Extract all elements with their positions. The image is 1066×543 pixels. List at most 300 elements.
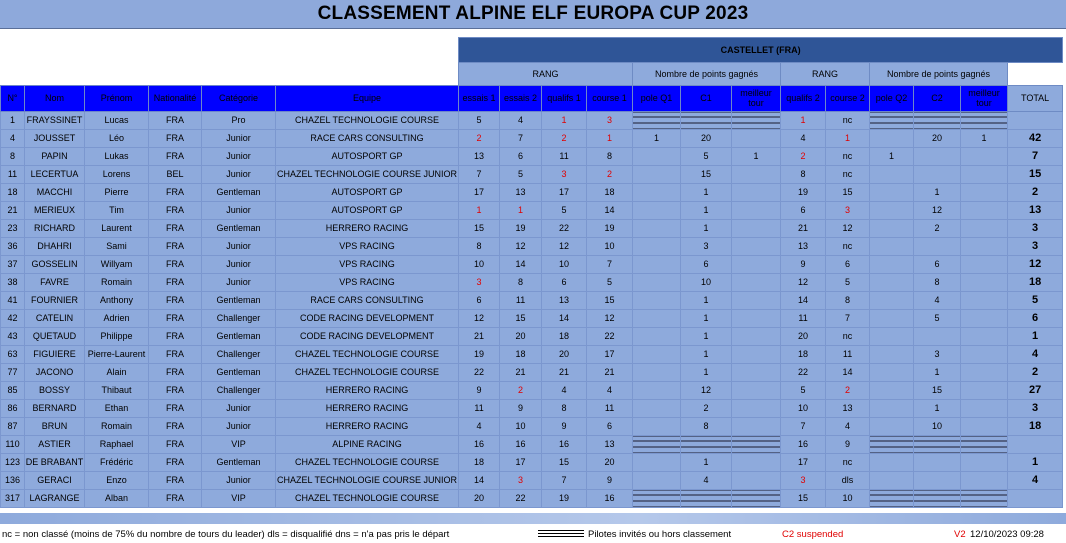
cell-meilleur-tour-2 bbox=[961, 418, 1008, 436]
cell-equipe: HERRERO RACING bbox=[276, 220, 459, 238]
cell-nationalite: FRA bbox=[149, 400, 202, 418]
cell-num: 18 bbox=[1, 184, 25, 202]
cell-meilleur-tour-1 bbox=[732, 418, 781, 436]
table-row bbox=[1, 148, 1063, 166]
cell-pole-q2 bbox=[870, 166, 914, 184]
col-header-meilleur-tour-1: meilleur tour bbox=[732, 86, 781, 112]
cell-pole-q1 bbox=[633, 454, 681, 472]
cell-qualifs-2: 6 bbox=[781, 202, 826, 220]
cell-prenom: Romain bbox=[85, 274, 149, 292]
col-header-pole-q1: pole Q1 bbox=[633, 86, 681, 112]
table-row bbox=[1, 382, 1063, 400]
cell-total: 2 bbox=[1008, 364, 1063, 382]
cell-num: 42 bbox=[1, 310, 25, 328]
circuit-header: CASTELLET (FRA) bbox=[459, 38, 1063, 63]
cell-essais-1: 8 bbox=[459, 238, 500, 256]
cell-c1: 6 bbox=[681, 256, 732, 274]
legend-abbreviations: nc = non classé (moins de 75% du nombre de tours du leader) dls = disqualifié dns = n'a pas pris le départ bbox=[2, 529, 450, 540]
cell-meilleur-tour-1 bbox=[732, 310, 781, 328]
cell-num: 110 bbox=[1, 436, 25, 454]
cell-meilleur-tour-2 bbox=[961, 328, 1008, 346]
cell-essais-2: 15 bbox=[500, 310, 542, 328]
cell-c2: 3 bbox=[914, 346, 961, 364]
cell-c2 bbox=[914, 328, 961, 346]
cell-prenom: Raphael bbox=[85, 436, 149, 454]
cell-nom: JOUSSET bbox=[25, 130, 85, 148]
cell-categorie: Junior bbox=[202, 238, 276, 256]
cell-prenom: Philippe bbox=[85, 328, 149, 346]
cell-c1: 4 bbox=[681, 472, 732, 490]
cell-essais-2: 4 bbox=[500, 112, 542, 130]
cell-course-2: 13 bbox=[826, 400, 870, 418]
cell-meilleur-tour-1 bbox=[732, 112, 781, 130]
cell-meilleur-tour-2 bbox=[961, 148, 1008, 166]
cell-total: 12 bbox=[1008, 256, 1063, 274]
cell-course-1: 21 bbox=[587, 364, 633, 382]
cell-equipe: HERRERO RACING bbox=[276, 418, 459, 436]
group-rang-1: RANG bbox=[459, 63, 633, 86]
cell-meilleur-tour-1 bbox=[732, 130, 781, 148]
cell-equipe: VPS RACING bbox=[276, 274, 459, 292]
cell-categorie: Challenger bbox=[202, 310, 276, 328]
cell-c2 bbox=[914, 490, 961, 508]
cell-course-1: 5 bbox=[587, 274, 633, 292]
cell-prenom: Adrien bbox=[85, 310, 149, 328]
legend-hatch: Pilotes invités ou hors classement bbox=[588, 529, 732, 540]
cell-c1: 1 bbox=[681, 328, 732, 346]
cell-nationalite: FRA bbox=[149, 184, 202, 202]
cell-course-2: 11 bbox=[826, 346, 870, 364]
cell-pole-q2 bbox=[870, 184, 914, 202]
cell-total: 6 bbox=[1008, 310, 1063, 328]
cell-total: 4 bbox=[1008, 472, 1063, 490]
cell-essais-1: 11 bbox=[459, 400, 500, 418]
cell-essais-1: 1 bbox=[459, 202, 500, 220]
table-row bbox=[1, 454, 1063, 472]
cell-pole-q2: 1 bbox=[870, 148, 914, 166]
cell-qualifs-2: 13 bbox=[781, 238, 826, 256]
table-row bbox=[1, 220, 1063, 238]
table-row bbox=[1, 418, 1063, 436]
cell-pole-q1 bbox=[633, 166, 681, 184]
cell-equipe: ALPINE RACING bbox=[276, 436, 459, 454]
cell-pole-q2 bbox=[870, 490, 914, 508]
cell-meilleur-tour-1 bbox=[732, 400, 781, 418]
col-header-essais-1: essais 1 bbox=[459, 86, 500, 112]
cell-pole-q2 bbox=[870, 382, 914, 400]
cell-prenom: Tim bbox=[85, 202, 149, 220]
title-bar bbox=[0, 0, 1066, 29]
cell-total: 3 bbox=[1008, 400, 1063, 418]
cell-course-2: 10 bbox=[826, 490, 870, 508]
cell-nom: BRUN bbox=[25, 418, 85, 436]
cell-nationalite: FRA bbox=[149, 148, 202, 166]
blank-mid-left bbox=[1, 63, 459, 86]
col-header-c2: C2 bbox=[914, 86, 961, 112]
cell-prenom: Pierre bbox=[85, 184, 149, 202]
cell-course-2: 8 bbox=[826, 292, 870, 310]
cell-num: 37 bbox=[1, 256, 25, 274]
cell-prenom: Romain bbox=[85, 418, 149, 436]
cell-prenom: Thibaut bbox=[85, 382, 149, 400]
cell-essais-2: 18 bbox=[500, 346, 542, 364]
cell-qualifs-2: 5 bbox=[781, 382, 826, 400]
cell-nom: DHAHRI bbox=[25, 238, 85, 256]
cell-course-2: 4 bbox=[826, 418, 870, 436]
cell-prenom: Enzo bbox=[85, 472, 149, 490]
cell-nationalite: FRA bbox=[149, 292, 202, 310]
cell-prenom: Frédéric bbox=[85, 454, 149, 472]
cell-nom: RICHARD bbox=[25, 220, 85, 238]
cell-c1: 1 bbox=[681, 364, 732, 382]
cell-nom: BERNARD bbox=[25, 400, 85, 418]
cell-nom: FRAYSSINET bbox=[25, 112, 85, 130]
cell-qualifs-1: 17 bbox=[542, 184, 587, 202]
cell-num: 38 bbox=[1, 274, 25, 292]
cell-prenom: Lukas bbox=[85, 148, 149, 166]
cell-essais-1: 19 bbox=[459, 346, 500, 364]
cell-equipe: HERRERO RACING bbox=[276, 400, 459, 418]
col-header-nationalite: Nationalité bbox=[149, 86, 202, 112]
cell-meilleur-tour-1 bbox=[732, 220, 781, 238]
cell-nationalite: FRA bbox=[149, 418, 202, 436]
cell-qualifs-1: 12 bbox=[542, 238, 587, 256]
table-row bbox=[1, 490, 1063, 508]
cell-qualifs-2: 16 bbox=[781, 436, 826, 454]
col-header-nom: Nom bbox=[25, 86, 85, 112]
cell-meilleur-tour-1 bbox=[732, 274, 781, 292]
table-row bbox=[1, 238, 1063, 256]
cell-meilleur-tour-1 bbox=[732, 328, 781, 346]
cell-prenom: Léo bbox=[85, 130, 149, 148]
cell-c2: 20 bbox=[914, 130, 961, 148]
cell-categorie: Gentleman bbox=[202, 292, 276, 310]
cell-num: 77 bbox=[1, 364, 25, 382]
cell-qualifs-1: 3 bbox=[542, 166, 587, 184]
cell-essais-2: 11 bbox=[500, 292, 542, 310]
table-row bbox=[1, 112, 1063, 130]
cell-qualifs-2: 4 bbox=[781, 130, 826, 148]
cell-qualifs-2: 12 bbox=[781, 274, 826, 292]
cell-pole-q1 bbox=[633, 238, 681, 256]
cell-nationalite: FRA bbox=[149, 220, 202, 238]
cell-c1: 1 bbox=[681, 454, 732, 472]
cell-qualifs-2: 9 bbox=[781, 256, 826, 274]
col-header-num: N° bbox=[1, 86, 25, 112]
cell-pole-q1 bbox=[633, 400, 681, 418]
cell-course-1: 2 bbox=[587, 166, 633, 184]
cell-total: 15 bbox=[1008, 166, 1063, 184]
cell-num: 1 bbox=[1, 112, 25, 130]
cell-pole-q1 bbox=[633, 256, 681, 274]
cell-prenom: Laurent bbox=[85, 220, 149, 238]
cell-qualifs-2: 15 bbox=[781, 490, 826, 508]
cell-essais-1: 22 bbox=[459, 364, 500, 382]
cell-prenom: Pierre-Laurent bbox=[85, 346, 149, 364]
cell-nationalite: FRA bbox=[149, 238, 202, 256]
cell-course-1: 17 bbox=[587, 346, 633, 364]
col-header-categorie: Catégorie bbox=[202, 86, 276, 112]
cell-essais-1: 13 bbox=[459, 148, 500, 166]
cell-essais-2: 12 bbox=[500, 238, 542, 256]
cell-pole-q1 bbox=[633, 184, 681, 202]
cell-nationalite: FRA bbox=[149, 256, 202, 274]
col-header-course-1: course 1 bbox=[587, 86, 633, 112]
cell-categorie: Pro bbox=[202, 112, 276, 130]
cell-pole-q2 bbox=[870, 418, 914, 436]
blank-mid-right bbox=[1008, 63, 1063, 86]
cell-course-1: 18 bbox=[587, 184, 633, 202]
cell-qualifs-1: 7 bbox=[542, 472, 587, 490]
cell-essais-2: 1 bbox=[500, 202, 542, 220]
col-header-meilleur-tour-2: meilleur tour bbox=[961, 86, 1008, 112]
cell-categorie: Challenger bbox=[202, 382, 276, 400]
cell-num: 87 bbox=[1, 418, 25, 436]
cell-nom: MACCHI bbox=[25, 184, 85, 202]
cell-meilleur-tour-2 bbox=[961, 382, 1008, 400]
cell-qualifs-1: 2 bbox=[542, 130, 587, 148]
cell-course-1: 7 bbox=[587, 256, 633, 274]
cell-course-2: 1 bbox=[826, 130, 870, 148]
cell-pole-q1 bbox=[633, 112, 681, 130]
cell-nationalite: FRA bbox=[149, 454, 202, 472]
cell-nationalite: FRA bbox=[149, 310, 202, 328]
cell-meilleur-tour-1: 1 bbox=[732, 148, 781, 166]
cell-categorie: Gentleman bbox=[202, 454, 276, 472]
cell-total: 1 bbox=[1008, 454, 1063, 472]
cell-meilleur-tour-2 bbox=[961, 112, 1008, 130]
cell-pole-q1 bbox=[633, 346, 681, 364]
table-row bbox=[1, 202, 1063, 220]
cell-total: 13 bbox=[1008, 202, 1063, 220]
col-header-pole-q2: pole Q2 bbox=[870, 86, 914, 112]
table-row bbox=[1, 256, 1063, 274]
cell-num: 11 bbox=[1, 166, 25, 184]
cell-qualifs-1: 15 bbox=[542, 454, 587, 472]
cell-num: 41 bbox=[1, 292, 25, 310]
cell-course-1: 13 bbox=[587, 436, 633, 454]
cell-course-1: 11 bbox=[587, 400, 633, 418]
cell-pole-q2 bbox=[870, 274, 914, 292]
cell-prenom: Willyam bbox=[85, 256, 149, 274]
cell-course-1: 12 bbox=[587, 310, 633, 328]
page-title: CLASSEMENT ALPINE ELF EUROPA CUP 2023 bbox=[317, 3, 749, 24]
cell-meilleur-tour-2 bbox=[961, 472, 1008, 490]
cell-prenom: Lorens bbox=[85, 166, 149, 184]
cell-meilleur-tour-2 bbox=[961, 454, 1008, 472]
cell-c1: 1 bbox=[681, 184, 732, 202]
cell-categorie: Junior bbox=[202, 148, 276, 166]
cell-num: 36 bbox=[1, 238, 25, 256]
cell-pole-q2 bbox=[870, 256, 914, 274]
cell-meilleur-tour-1 bbox=[732, 256, 781, 274]
cell-c1: 2 bbox=[681, 400, 732, 418]
cell-essais-1: 5 bbox=[459, 112, 500, 130]
cell-essais-1: 3 bbox=[459, 274, 500, 292]
cell-total bbox=[1008, 112, 1063, 130]
cell-total: 7 bbox=[1008, 148, 1063, 166]
cell-essais-2: 6 bbox=[500, 148, 542, 166]
cell-c1: 20 bbox=[681, 130, 732, 148]
cell-c2: 6 bbox=[914, 256, 961, 274]
cell-course-1: 4 bbox=[587, 382, 633, 400]
cell-c2: 10 bbox=[914, 418, 961, 436]
cell-pole-q1 bbox=[633, 472, 681, 490]
cell-nom: GERACI bbox=[25, 472, 85, 490]
cell-equipe: VPS RACING bbox=[276, 238, 459, 256]
cell-meilleur-tour-2 bbox=[961, 364, 1008, 382]
cell-qualifs-1: 5 bbox=[542, 202, 587, 220]
cell-equipe: CHAZEL TECHNOLOGIE COURSE bbox=[276, 364, 459, 382]
cell-meilleur-tour-2 bbox=[961, 184, 1008, 202]
cell-categorie: Junior bbox=[202, 166, 276, 184]
table-row bbox=[1, 346, 1063, 364]
cell-qualifs-1: 10 bbox=[542, 256, 587, 274]
cell-essais-1: 6 bbox=[459, 292, 500, 310]
cell-meilleur-tour-2 bbox=[961, 202, 1008, 220]
cell-meilleur-tour-1 bbox=[732, 436, 781, 454]
cell-equipe: CHAZEL TECHNOLOGIE COURSE JUNIOR bbox=[276, 166, 459, 184]
cell-nationalite: FRA bbox=[149, 130, 202, 148]
cell-course-1: 16 bbox=[587, 490, 633, 508]
cell-num: 123 bbox=[1, 454, 25, 472]
cell-num: 63 bbox=[1, 346, 25, 364]
cell-pole-q2 bbox=[870, 364, 914, 382]
cell-meilleur-tour-2 bbox=[961, 400, 1008, 418]
cell-c1: 1 bbox=[681, 310, 732, 328]
cell-total bbox=[1008, 436, 1063, 454]
cell-categorie: Junior bbox=[202, 256, 276, 274]
table-row bbox=[1, 166, 1063, 184]
cell-nationalite: FRA bbox=[149, 364, 202, 382]
cell-c2: 1 bbox=[914, 184, 961, 202]
cell-pole-q1 bbox=[633, 202, 681, 220]
cell-nationalite: FRA bbox=[149, 490, 202, 508]
cell-num: 85 bbox=[1, 382, 25, 400]
cell-prenom: Alain bbox=[85, 364, 149, 382]
cell-pole-q2 bbox=[870, 436, 914, 454]
cell-course-1: 6 bbox=[587, 418, 633, 436]
cell-course-2: 12 bbox=[826, 220, 870, 238]
table-row bbox=[1, 292, 1063, 310]
cell-essais-1: 2 bbox=[459, 130, 500, 148]
cell-pole-q2 bbox=[870, 400, 914, 418]
table-row bbox=[1, 130, 1063, 148]
cell-nom: LECERTUA bbox=[25, 166, 85, 184]
cell-categorie: Junior bbox=[202, 130, 276, 148]
cell-pole-q2 bbox=[870, 130, 914, 148]
cell-categorie: VIP bbox=[202, 490, 276, 508]
cell-total: 1 bbox=[1008, 328, 1063, 346]
cell-equipe: RACE CARS CONSULTING bbox=[276, 292, 459, 310]
standings-table bbox=[0, 37, 1063, 508]
cell-course-1: 19 bbox=[587, 220, 633, 238]
cell-course-2: dls bbox=[826, 472, 870, 490]
cell-meilleur-tour-1 bbox=[732, 490, 781, 508]
cell-qualifs-2: 10 bbox=[781, 400, 826, 418]
cell-essais-2: 21 bbox=[500, 364, 542, 382]
cell-essais-1: 15 bbox=[459, 220, 500, 238]
cell-c2: 1 bbox=[914, 364, 961, 382]
cell-qualifs-1: 13 bbox=[542, 292, 587, 310]
cell-essais-2: 8 bbox=[500, 274, 542, 292]
cell-pole-q1 bbox=[633, 148, 681, 166]
cell-meilleur-tour-2 bbox=[961, 220, 1008, 238]
cell-essais-2: 7 bbox=[500, 130, 542, 148]
cell-pole-q2 bbox=[870, 238, 914, 256]
cell-pole-q1 bbox=[633, 436, 681, 454]
cell-total: 18 bbox=[1008, 274, 1063, 292]
table-row bbox=[1, 472, 1063, 490]
cell-nom: PAPIN bbox=[25, 148, 85, 166]
cell-qualifs-2: 22 bbox=[781, 364, 826, 382]
cell-qualifs-1: 9 bbox=[542, 418, 587, 436]
cell-course-1: 10 bbox=[587, 238, 633, 256]
cell-course-1: 3 bbox=[587, 112, 633, 130]
cell-nationalite: FRA bbox=[149, 382, 202, 400]
cell-essais-1: 16 bbox=[459, 436, 500, 454]
cell-pole-q1 bbox=[633, 328, 681, 346]
footer-band bbox=[0, 513, 1066, 524]
cell-nationalite: FRA bbox=[149, 274, 202, 292]
cell-course-2: nc bbox=[826, 112, 870, 130]
col-header-course-2: course 2 bbox=[826, 86, 870, 112]
cell-categorie: Gentleman bbox=[202, 364, 276, 382]
cell-c2: 12 bbox=[914, 202, 961, 220]
cell-essais-1: 21 bbox=[459, 328, 500, 346]
column-header-row bbox=[1, 86, 1063, 112]
cell-total: 27 bbox=[1008, 382, 1063, 400]
cell-pole-q1 bbox=[633, 418, 681, 436]
version-label: V2 bbox=[954, 529, 966, 540]
cell-essais-2: 9 bbox=[500, 400, 542, 418]
cell-prenom: Anthony bbox=[85, 292, 149, 310]
cell-pole-q2 bbox=[870, 220, 914, 238]
cell-nom: FAVRE bbox=[25, 274, 85, 292]
cell-qualifs-2: 1 bbox=[781, 112, 826, 130]
cell-pole-q1 bbox=[633, 274, 681, 292]
cell-categorie: Gentleman bbox=[202, 328, 276, 346]
cell-num: 21 bbox=[1, 202, 25, 220]
cell-course-2: nc bbox=[826, 166, 870, 184]
cell-meilleur-tour-2 bbox=[961, 238, 1008, 256]
table-row bbox=[1, 328, 1063, 346]
cell-c2: 1 bbox=[914, 400, 961, 418]
cell-c2 bbox=[914, 112, 961, 130]
cell-meilleur-tour-1 bbox=[732, 364, 781, 382]
standings-body bbox=[1, 112, 1063, 508]
cell-c2 bbox=[914, 472, 961, 490]
cell-c1 bbox=[681, 490, 732, 508]
table-row bbox=[1, 400, 1063, 418]
cell-essais-2: 10 bbox=[500, 418, 542, 436]
cell-qualifs-1: 21 bbox=[542, 364, 587, 382]
cell-qualifs-1: 11 bbox=[542, 148, 587, 166]
cell-c2 bbox=[914, 166, 961, 184]
cell-categorie: Junior bbox=[202, 418, 276, 436]
cell-nom: QUETAUD bbox=[25, 328, 85, 346]
cell-qualifs-2: 14 bbox=[781, 292, 826, 310]
cell-qualifs-1: 6 bbox=[542, 274, 587, 292]
legend-suspended: C2 suspended bbox=[782, 529, 844, 540]
cell-essais-1: 17 bbox=[459, 184, 500, 202]
table-row bbox=[1, 310, 1063, 328]
cell-pole-q2 bbox=[870, 202, 914, 220]
cell-nationalite: FRA bbox=[149, 112, 202, 130]
cell-course-2: nc bbox=[826, 238, 870, 256]
cell-pole-q1 bbox=[633, 310, 681, 328]
cell-meilleur-tour-2: 1 bbox=[961, 130, 1008, 148]
